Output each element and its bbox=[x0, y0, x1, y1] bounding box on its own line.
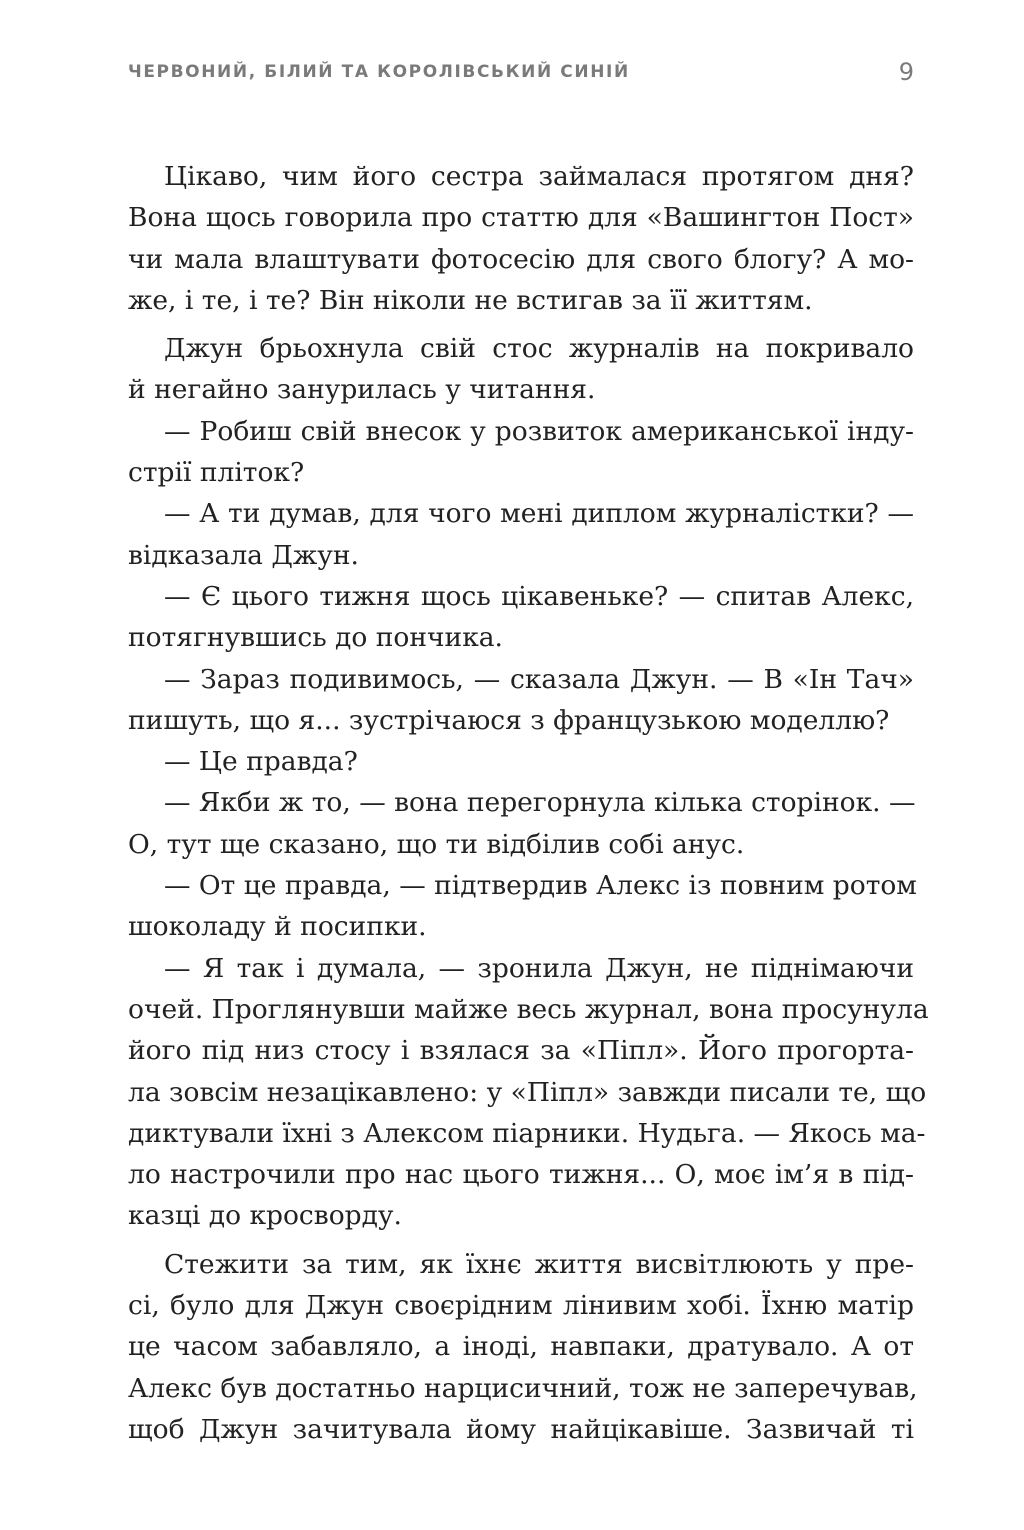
text-line: очей. Проглянувши майже весь журнал, вона просунула bbox=[128, 993, 929, 1025]
paragraph bbox=[128, 1244, 918, 1450]
paragraph bbox=[128, 411, 914, 494]
paragraph bbox=[128, 328, 914, 411]
text-line: Стежити за тим, як їхнє життя висвітлюють у пре- bbox=[164, 1248, 914, 1280]
text-line: Цікаво, чим його сестра займалася протягом дня? bbox=[164, 161, 914, 192]
text-line: — Якби ж то, — вона перегорнула кілька сторінок. — bbox=[164, 787, 916, 819]
text-line: — А ти думав, для чого мені диплом журналістки? — bbox=[164, 498, 914, 530]
text-line: Алекс був достатньо нарцисичний, тож не заперечував, bbox=[128, 1372, 918, 1404]
text-line: відказала Джун. bbox=[128, 539, 359, 571]
body-text bbox=[128, 156, 929, 1450]
text-line: диктували їхні з Алексом піарники. Нудьга. — Якось ма- bbox=[128, 1117, 926, 1149]
text-line: казці до кросворду. bbox=[128, 1200, 402, 1232]
text-line: — От це правда, — підтвердив Алекс із повним ротом bbox=[164, 870, 917, 902]
text-line: О, тут ще сказано, що ти відбілив собі анус. bbox=[128, 828, 745, 860]
text-line: же, і те, і те? Він ніколи не встигав за її життям. bbox=[128, 284, 813, 316]
paragraph bbox=[128, 493, 914, 576]
paragraph bbox=[128, 156, 914, 321]
text-line: потягнувшись до пончика. bbox=[128, 622, 503, 654]
text-line: це часом забавляло, а іноді, навпаки, дратувало. А от bbox=[128, 1331, 914, 1363]
text-line: чи мала влаштувати фотосесію для свого блогу? А мо- bbox=[128, 243, 914, 275]
paragraph bbox=[128, 782, 914, 865]
paragraph bbox=[128, 741, 914, 782]
paragraph bbox=[128, 576, 914, 659]
text-line: його під низ стосу і взялася за «Піпл». Його прогорта- bbox=[128, 1035, 914, 1067]
text-line: — Є цього тижня щось цікавеньке? — спитав Алекс, bbox=[164, 580, 914, 612]
text-line: — Це правда? bbox=[164, 746, 358, 778]
text-line: й негайно занурилась у читання. bbox=[128, 374, 596, 406]
text-line: ла зовсім незацікавлено: у «Піпл» завжди писали те, що bbox=[128, 1076, 927, 1108]
text-line: ло настрочили про нас цього тижня... О, моє ім’я в під- bbox=[128, 1159, 914, 1191]
paragraph bbox=[128, 659, 914, 742]
text-line: сі, було для Джун своєрідним лінивим хобі. Їхню матір bbox=[128, 1290, 914, 1322]
text-line: — Робиш свій внесок у розвиток американської інду- bbox=[164, 415, 914, 447]
page-number: 9 bbox=[898, 58, 914, 86]
text-line: — Я так і думала, — зронила Джун, не піднімаючи bbox=[164, 952, 914, 984]
running-header bbox=[128, 58, 914, 92]
paragraph bbox=[128, 948, 929, 1237]
text-line: пишуть, що я... зустрічаюся з французькою моделлю? bbox=[128, 704, 890, 736]
paragraph bbox=[128, 865, 917, 948]
text-line: шоколаду й посипки. bbox=[128, 911, 427, 943]
text-line: Вона щось говорила про статтю для «Вашингтон Пост» bbox=[128, 202, 914, 234]
text-line: стрії пліток? bbox=[128, 457, 305, 489]
text-line: Джун брьохнула свій стос журналів на покривало bbox=[164, 333, 914, 365]
text-line: — Зараз подивимось, — сказала Джун. — В «Ін Тач» bbox=[164, 663, 914, 695]
text-line: щоб Джун зачитувала йому найцікавіше. Зазвичай ті bbox=[128, 1413, 914, 1445]
running-title: ЧЕРВОНИЙ, БІЛИЙ ТА КОРОЛІВСЬКИЙ СИНІЙ bbox=[128, 62, 630, 82]
